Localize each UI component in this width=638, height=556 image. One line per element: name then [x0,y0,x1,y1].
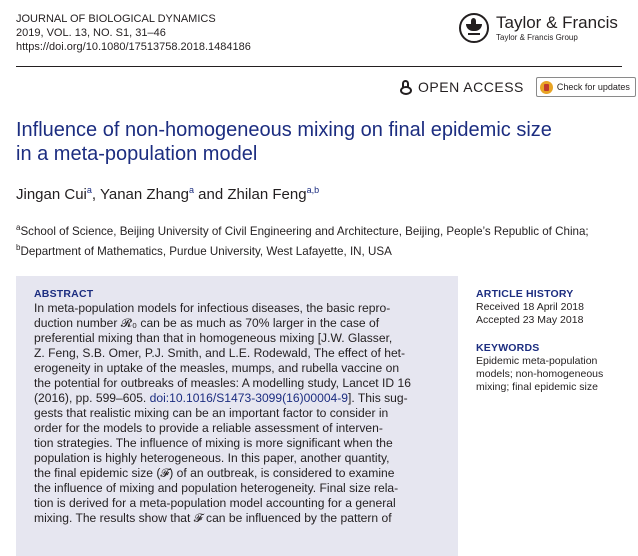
affiliations [16,220,622,260]
crossmark-icon [540,81,553,94]
abstract-line: the final epidemic size (𝓕) of an outbreak, is considered to examine [34,466,395,480]
journal-doi-link[interactable]: https://doi.org/10.1080/17513758.2018.1484186 [16,41,251,53]
abstract-line: preferential mixing than that in homogeneous mixing [J.W. Glasser, [34,331,393,345]
publisher-branding[interactable] [459,13,618,43]
author-separator: and [193,186,228,203]
open-lock-icon [400,80,412,95]
affiliation-text: School of Science, Beijing University of Civil Engineering and Architecture, Beijing, People’s Republic of China; [20,224,589,238]
journal-info [16,12,251,54]
author-affiliation-mark[interactable]: a [86,185,92,195]
article-history-heading: ARTICLE HISTORY [476,288,574,300]
author-affiliation-mark[interactable]: a [188,185,194,195]
abstract-line: the potential for outbreaks of measles: A modelling study, Lancet ID 16 [34,376,411,390]
abstract-line: In meta-population models for infectious diseases, the basic repro- [34,301,391,315]
title-line: Influence of non-homogeneous mixing on final epidemic size [16,119,552,141]
keyword-line: models; non-homogeneous [476,368,604,380]
keyword-line: mixing; final epidemic size [476,381,598,393]
author-name[interactable]: Zhilan Feng [227,186,307,203]
publisher-name: Taylor & Francis [496,12,618,32]
open-access-label: OPEN ACCESS [418,79,524,95]
affiliation-text: Department of Mathematics, Purdue University, West Lafayette, IN, USA [20,244,392,258]
abstract-line: erogeneity in uptake of the measles, mumps, and rubella vaccine on [34,361,400,375]
access-row [400,77,636,97]
journal-issue: 2019, VOL. 13, NO. S1, 31–46 [16,27,166,39]
article-history [476,288,628,327]
abstract-line: gests that realistic mixing can be an important factor to consider in [34,406,389,420]
abstract-line: tion strategies. The influence of mixing is more significant when the [34,436,393,450]
author-name[interactable]: Jingan Cui [16,186,87,203]
keywords [476,342,628,394]
title-line: in a meta-population model [16,143,258,165]
abstract-heading: ABSTRACT [34,288,94,300]
abstract-line: Z. Feng, S.B. Omer, P.J. Smith, and L.E. Rodewald, The effect of het- [34,346,406,360]
author-name[interactable]: Yanan Zhang [99,186,189,203]
abstract-line: mixing. The results show that 𝓕 can be influenced by the pattern of [34,511,392,525]
affiliation-mark: a [16,223,21,232]
author-list [16,185,319,203]
publisher-group: Taylor & Francis Group [496,32,578,42]
abstract-doi-link[interactable]: doi:10.1016/S1473-3099(16)00004-9 [149,391,349,405]
abstract-line: (2016), pp. 599–605. doi:10.1016/S1473-3099(16)00004-9]. This sug- [34,391,408,405]
abstract-line: tion is derived for a meta-population model accounting for a general [34,496,396,510]
abstract-line: the influence of mixing and population heterogeneity. Final size rela- [34,481,399,495]
check-for-updates-label: Check for updates [556,82,630,92]
article-title [16,118,622,166]
accepted-date: Accepted 23 May 2018 [476,314,584,326]
author-separator: , [91,186,100,203]
abstract-line: population is highly heterogeneous. In this paper, another quantity, [34,451,390,465]
abstract-text [34,301,446,526]
author-affiliation-mark[interactable]: a,b [306,185,320,195]
journal-name: JOURNAL OF BIOLOGICAL DYNAMICS [16,13,216,25]
affiliation-mark: b [16,242,21,252]
received-date: Received 18 April 2018 [476,301,584,313]
abstract-line: order for the models to provide a reliable assessment of interven- [34,421,383,435]
keyword-line: Epidemic meta-population [476,355,598,367]
header-divider [16,66,622,67]
taylor-francis-lamp-icon [459,13,489,43]
abstract-line: duction number 𝓡₀ can be as much as 70% larger in the case of [34,316,380,330]
check-for-updates-button[interactable] [536,77,636,97]
keywords-heading: KEYWORDS [476,342,540,354]
